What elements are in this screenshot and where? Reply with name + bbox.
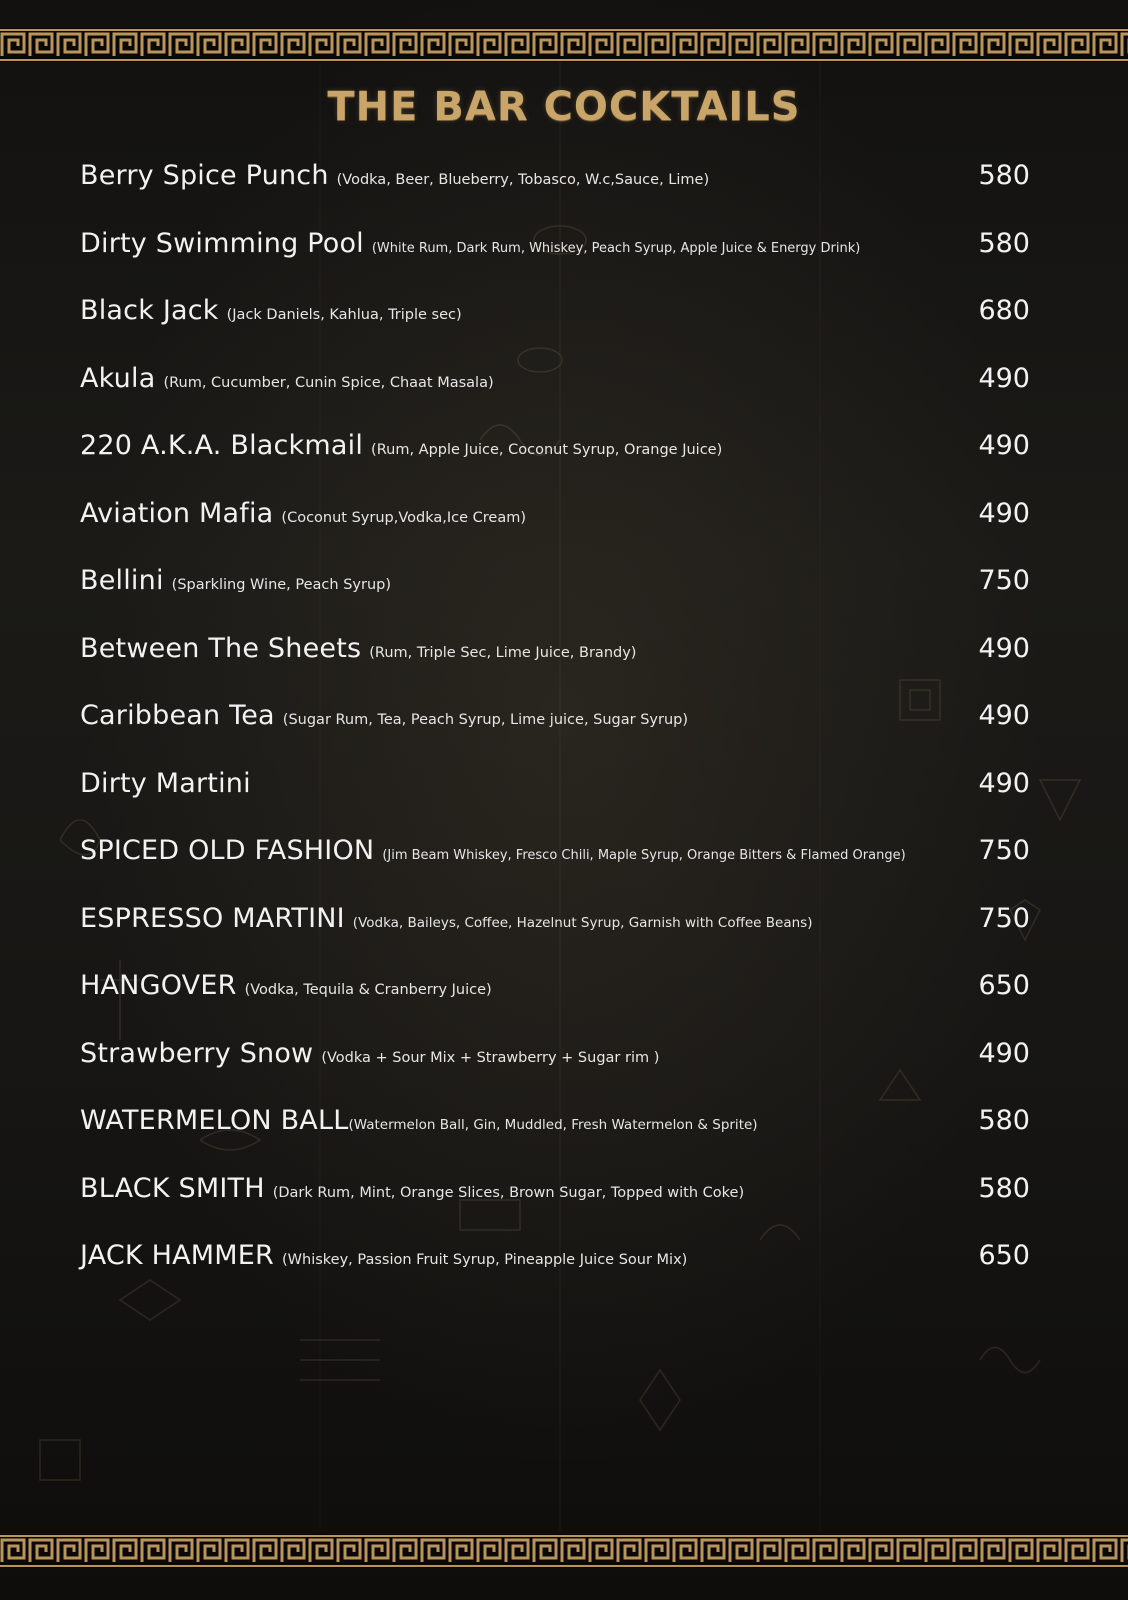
item-name: Strawberry Snow [80, 1037, 314, 1069]
menu-item [80, 565, 1030, 633]
item-name: Between The Sheets [80, 632, 362, 664]
item-name: Aviation Mafia [80, 497, 274, 529]
item-price: 650 [978, 970, 1030, 1001]
cocktail-list [80, 160, 1030, 1308]
menu-item [80, 295, 1030, 363]
item-name: WATERMELON BALL [80, 1105, 349, 1136]
menu-item [80, 228, 1030, 296]
item-description: (Vodka, Baileys, Coffee, Hazelnut Syrup, Garnish with Coffee Beans) [352, 914, 813, 931]
item-description: (Dark Rum, Mint, Orange Slices, Brown Sugar, Topped with Coke) [272, 1184, 745, 1201]
item-price: 490 [978, 700, 1030, 731]
item-price: 580 [978, 227, 1030, 259]
menu-item [80, 970, 1030, 1038]
item-name: HANGOVER [80, 970, 237, 1001]
item-name: Dirty Swimming Pool [80, 227, 364, 259]
item-name: SPICED OLD FASHION [80, 835, 375, 866]
item-name: Akula [80, 362, 156, 394]
item-description: (Sparkling Wine, Peach Syrup) [171, 577, 392, 593]
item-price: 750 [978, 565, 1030, 596]
menu-item [80, 363, 1030, 431]
item-name: Berry Spice Punch [80, 160, 329, 191]
item-description: (Vodka, Tequila & Cranberry Juice) [244, 982, 492, 998]
item-name: Dirty Martini [80, 767, 251, 799]
greek-key-border-top [0, 28, 1128, 62]
item-price: 750 [978, 902, 1030, 934]
item-price: 490 [978, 1037, 1030, 1069]
menu-item [80, 498, 1030, 566]
menu-item [80, 835, 1030, 903]
menu-item [80, 1173, 1030, 1241]
item-price: 490 [978, 632, 1030, 664]
item-price: 580 [978, 1172, 1030, 1204]
item-description: (Jack Daniels, Kahlua, Triple sec) [226, 307, 462, 323]
item-name: BLACK SMITH [80, 1172, 265, 1204]
item-price: 490 [978, 767, 1030, 799]
item-description: (Watermelon Ball, Gin, Muddled, Fresh Watermelon & Sprite) [348, 1117, 758, 1133]
item-description: (Rum, Apple Juice, Coconut Syrup, Orange Juice) [371, 442, 723, 458]
item-description: (Whiskey, Passion Fruit Syrup, Pineapple Juice Sour Mix) [282, 1252, 688, 1268]
menu-title: THE BAR COCKTAILS [327, 84, 801, 130]
item-name: Black Jack [80, 295, 219, 326]
item-description: (Rum, Cucumber, Cunin Spice, Chaat Masala) [163, 374, 494, 391]
menu-item [80, 1105, 1030, 1173]
menu-item [80, 633, 1030, 701]
menu-item [80, 1038, 1030, 1106]
item-price: 490 [978, 497, 1030, 529]
item-description: (Vodka, Beer, Blueberry, Tobasco, W.c,Sauce, Lime) [336, 172, 710, 188]
item-name: 220 A.K.A. Blackmail [80, 430, 364, 461]
item-name: Bellini [80, 565, 164, 596]
menu-item [80, 430, 1030, 498]
menu-item [80, 700, 1030, 768]
item-description: (Sugar Rum, Tea, Peach Syrup, Lime juice, Sugar Syrup) [282, 712, 689, 728]
item-name: Caribbean Tea [80, 700, 275, 731]
greek-key-border-bottom [0, 1534, 1128, 1568]
menu-item [80, 903, 1030, 971]
item-description: (Vodka + Sour Mix + Strawberry + Sugar rim ) [321, 1049, 660, 1066]
item-description: (White Rum, Dark Rum, Whiskey, Peach Syrup, Apple Juice & Energy Drink) [371, 240, 861, 256]
item-description: (Jim Beam Whiskey, Fresco Chili, Maple Syrup, Orange Bitters & Flamed Orange) [382, 848, 906, 863]
item-price: 650 [978, 1240, 1030, 1271]
item-name: ESPRESSO MARTINI [80, 902, 345, 934]
item-price: 490 [978, 430, 1030, 461]
item-price: 580 [978, 1105, 1030, 1136]
menu-item [80, 768, 1030, 836]
item-price: 490 [978, 362, 1030, 394]
item-description: (Rum, Triple Sec, Lime Juice, Brandy) [369, 644, 637, 661]
menu-item [80, 160, 1030, 228]
item-price: 680 [978, 295, 1030, 326]
menu-item [80, 1240, 1030, 1308]
item-price: 750 [978, 835, 1030, 866]
item-price: 580 [978, 160, 1030, 191]
item-name: JACK HAMMER [80, 1240, 275, 1271]
item-description: (Coconut Syrup,Vodka,Ice Cream) [281, 509, 526, 526]
